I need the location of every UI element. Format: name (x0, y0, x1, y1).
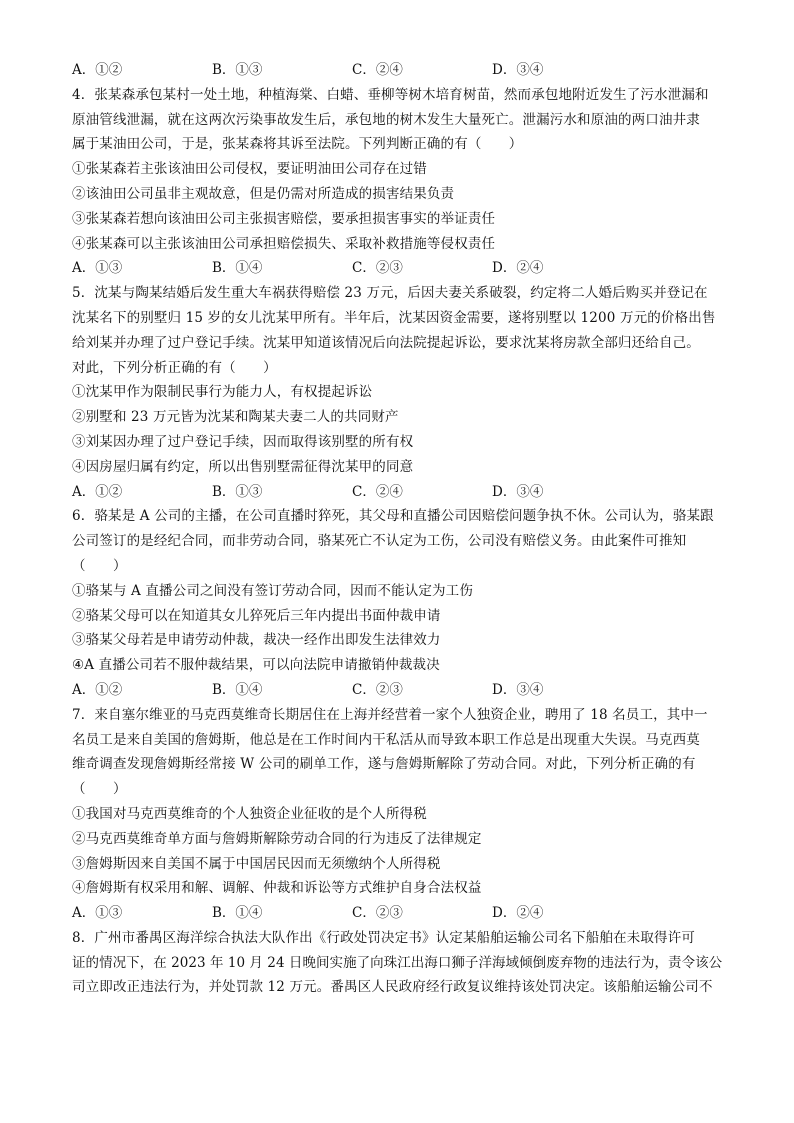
option-c: C．②③ (352, 905, 403, 922)
statement-item: ③骆某父母若是申请劳动仲裁，裁决一经作出即发生法律效力 (72, 632, 441, 649)
statement-item: ①我国对马克西莫维奇的个人独资企业征收的是个人所得税 (72, 805, 427, 822)
question-stem-line: 沈某名下的别墅归 15 岁的女儿沈某甲所有。半年后，沈某因资金需要，遂将别墅以 1200 万元的价格出售 (72, 309, 716, 326)
question-stem-line: 维奇调查发现詹姆斯经常接 W 公司的刷单工作，遂与詹姆斯解除了劳动合同。对此，下列分析正确的有 (72, 756, 696, 773)
question-8 (72, 926, 722, 1000)
option-c: C．②③ (352, 260, 403, 277)
statement-item: ②别墅和 23 万元皆为沈某和陶某夫妻二人的共同财产 (72, 409, 399, 426)
question-stem-line: 5．沈某与陶某结婚后发生重大车祸获得赔偿 23 万元，后因夫妻关系破裂，约定将二人婚后购买并登记在 (72, 285, 708, 302)
answer-options (72, 480, 722, 505)
statement-item: ②马克西莫维奇单方面与詹姆斯解除劳动合同的行为违反了法律规定 (72, 830, 482, 847)
option-c: C．②③ (352, 681, 403, 698)
option-d: D．③④ (492, 62, 544, 78)
question-6 (72, 504, 722, 702)
question-stem-line: （ ） (72, 557, 127, 574)
option-d: D．②④ (492, 260, 544, 277)
option-b: B．①③ (212, 62, 263, 78)
option-c: C．②④ (352, 483, 403, 500)
statement-item: ④詹姆斯有权采用和解、调解、仲裁和诉讼等方式维护自身合法权益 (72, 880, 482, 897)
option-d: D．③④ (492, 681, 544, 698)
question-stem-line: 司立即改正违法行为，并处罚款 12 万元。番禺区人民政府经行政复议维持该处罚决定。该船舶运输公司不 (72, 979, 713, 996)
option-b: B．①④ (212, 905, 263, 922)
option-a: A．①② (72, 62, 123, 78)
statement-item: ④因房屋归属有约定，所以出售别墅需征得沈某甲的同意 (72, 458, 414, 475)
statement-item: ④张某森可以主张该油田公司承担赔偿损失、采取补救措施等侵权责任 (72, 235, 496, 252)
option-b: B．①④ (212, 260, 263, 277)
answer-options (72, 901, 722, 926)
question-stem-line: 对此，下列分析正确的有（ ） (72, 359, 277, 376)
question-5 (72, 281, 722, 504)
option-b: B．①③ (212, 483, 263, 500)
statement-item: ①张某森若主张该油田公司侵权，要证明油田公司存在过错 (72, 161, 427, 178)
question-stem-line: 4．张某森承包某村一处土地，种植海棠、白蜡、垂柳等树木培育树苗，然而承包地附近发生了污水泄漏和 (72, 86, 709, 103)
question-stem-line: 原油管线泄漏，就在这两次污染事故发生后，承包地的树木发生大量死亡。泄漏污水和原油的两口油井隶 (72, 111, 700, 128)
answer-options (72, 678, 722, 703)
question-stem-line: 7．来自塞尔维亚的马克西莫维奇长期居住在上海并经营着一家个人独资企业，聘用了 18 名员工，其中一 (72, 706, 708, 723)
option-a: A．①② (72, 681, 123, 698)
answer-options (72, 256, 722, 281)
statement-item: ①骆某与 A 直播公司之间没有签订劳动合同，因而不能认定为工伤 (72, 582, 473, 599)
option-b: B．①④ (212, 681, 263, 698)
statement-item: ③刘某因办理了过户登记手续，因而取得该别墅的所有权 (72, 433, 414, 450)
option-c: C．②④ (352, 62, 403, 78)
question-stem-line: 公司签订的是经纪合同，而非劳动合同，骆某死亡不认定为工伤，公司没有赔偿义务。由此案件可推知 (72, 533, 687, 550)
option-a: A．①③ (72, 260, 123, 277)
option-a: A．①② (72, 483, 123, 500)
statement-item: ④A 直播公司若不服仲裁结果，可以向法院申请撤销仲裁裁决 (72, 657, 440, 674)
question-stem-line: 名员工是来自美国的詹姆斯，他总是在工作时间内干私活从而导致本职工作总是出现重大失误。马克西莫 (72, 731, 700, 748)
document-page (72, 58, 722, 1000)
question-7 (72, 703, 722, 926)
question-stem-line: 8．广州市番禺区海洋综合执法大队作出《行政处罚决定书》认定某船舶运输公司名下船舶在未取得许可 (72, 929, 695, 946)
option-a: A．①③ (72, 905, 123, 922)
question-stem-line: （ ） (72, 781, 127, 798)
question-stem-line: 给刘某并办理了过户登记手续。沈某甲知道该情况后向法院提起诉讼，要求沈某将房款全部归还给自己。 (72, 334, 700, 351)
q3-options (72, 58, 722, 83)
statement-item: ②该油田公司虽非主观故意，但是仍需对所造成的损害结果负责 (72, 185, 455, 202)
option-d: D．③④ (492, 483, 544, 500)
statement-item: ③詹姆斯因来自美国不属于中国居民因而无须缴纳个人所得税 (72, 855, 441, 872)
option-d: D．②④ (492, 905, 544, 922)
question-stem-line: 属于某油田公司，于是，张某森将其诉至法院。下列判断正确的有（ ） (72, 136, 523, 153)
statement-item: ①沈某甲作为限制民事行为能力人，有权提起诉讼 (72, 384, 373, 401)
statement-item: ③张某森若想向该油田公司主张损害赔偿，要承担损害事实的举证责任 (72, 210, 496, 227)
question-stem-line: 证的情况下，在 2023 年 10 月 24 日晚间实施了向珠江出海口狮子洋海域倾倒废弃物的违法行为，责令该公 (72, 954, 723, 971)
statement-item: ②骆某父母可以在知道其女儿猝死后三年内提出书面仲裁申请 (72, 607, 441, 624)
question-stem-line: 6．骆某是 A 公司的主播，在公司直播时猝死，其父母和直播公司因赔偿问题争执不休。公司认为，骆某跟 (72, 508, 714, 525)
question-4 (72, 83, 722, 281)
